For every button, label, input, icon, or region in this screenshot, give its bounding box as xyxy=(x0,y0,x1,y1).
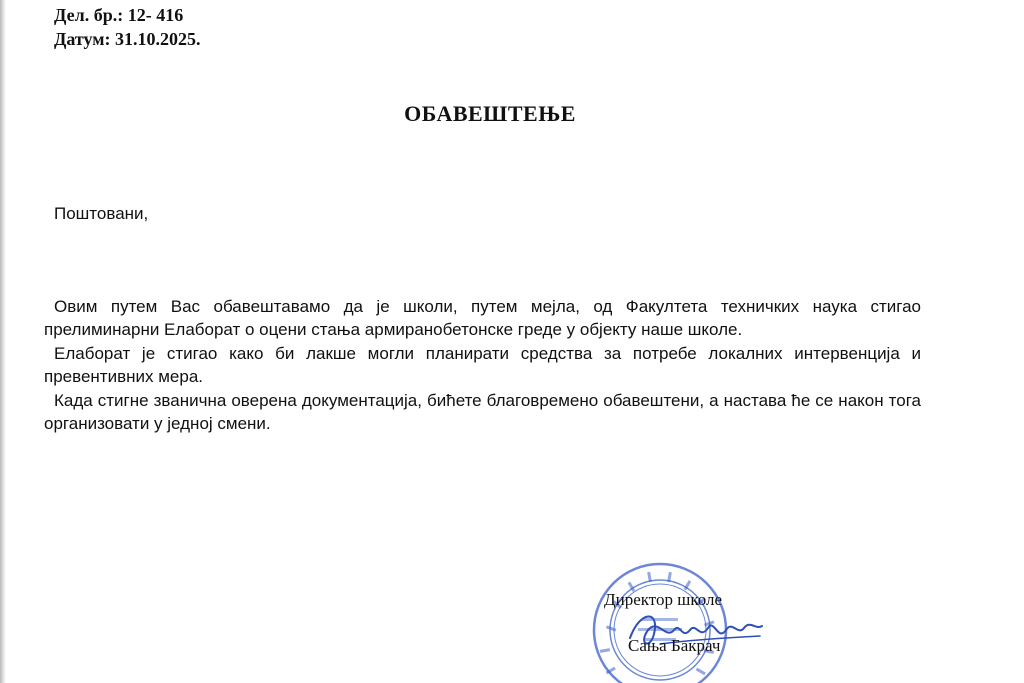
body-paragraph: Овим путем Вас обавештавамо да је школи, путем мејла, од Факултета техничких наука стигао прелиминарни Елаборат о оцени стања армиранобетонске греде у објекту наше школе. xyxy=(44,297,921,339)
greeting: Поштовани, xyxy=(54,204,149,223)
body-paragraph: Елаборат је стигао како би лакше могли планирати средства за потребе локалних интервенција и превентивних мера. xyxy=(44,344,921,386)
body-paragraph: Када стигне званична оверена документација, бићете благовремено обавештени, а настава ће се након тога организовати у једној смени. xyxy=(44,391,921,433)
document-body xyxy=(44,296,921,437)
signer-title: Директор школе xyxy=(604,590,723,609)
signer-name: Сања Бакрач xyxy=(628,636,721,655)
document-date: Датум: 31.10.2025. xyxy=(54,29,201,49)
reference-number: Дел. бр.: 12- 416 xyxy=(54,5,184,25)
document-title: ОБАВЕШТЕЊЕ xyxy=(404,101,576,126)
